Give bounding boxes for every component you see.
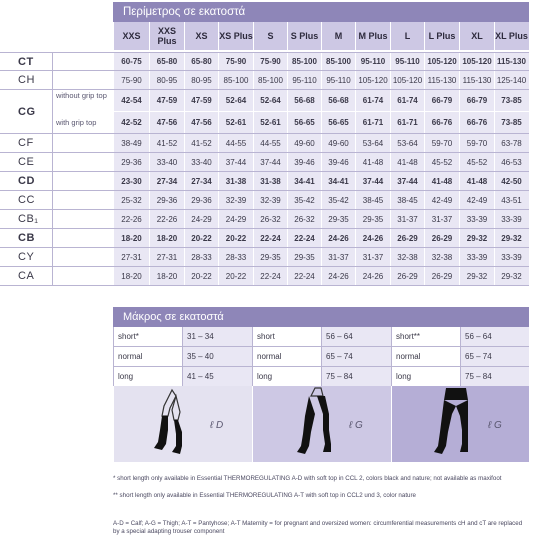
value-cell: 85-100 [287,53,321,70]
row-sublabel-cell [52,229,113,247]
value-cell: 56-65 [321,112,355,133]
value-cell: 61-71 [390,112,424,133]
value-cell: 33-39 [494,210,528,228]
value-cell: 59-70 [424,134,459,152]
length-label-cell: short** [391,327,460,346]
value-cell: 38-45 [355,191,390,209]
value-cell: 49-60 [321,134,355,152]
size-header-cell: S Plus [287,22,321,50]
value-cell: 85-100 [321,53,355,70]
value-cell: 59-70 [459,134,494,152]
measurement-row [0,172,529,191]
value-cell: 25-32 [113,191,149,209]
value-cell: 95-110 [321,71,355,89]
row-sublabel-cell [52,134,113,152]
footnote-short: * short length only available in Essential THERMOREGULATING A-D with soft top in CCL 2, colors black and nature; not available as maxifoot [113,475,502,482]
value-cell: 65-80 [184,53,218,70]
length-value-cell: 56 – 64 [460,327,529,346]
value-cell: 33-39 [494,248,528,266]
value-cell: 37-44 [355,172,390,190]
value-cell: 95-110 [390,53,424,70]
value-cell: 75-90 [113,71,149,89]
figure-caption-2: ℓ G [349,420,363,431]
row-label: CA [18,270,35,282]
value-cell: 18-20 [113,229,149,247]
row-label: CH [18,74,35,86]
value-cell: 61-74 [390,90,424,111]
sublabel-with-grip: with grip top [56,118,97,127]
value-cell: 80-95 [149,71,184,89]
length-value-cell: 75 – 84 [460,367,529,386]
size-header-cell: M Plus [355,22,390,50]
value-cell: 45-52 [424,153,459,171]
row-sublabel-cell [52,248,113,266]
length-label-cell: normal [113,347,182,366]
row-sublabel-cell [52,71,113,89]
value-cell: 27-31 [149,248,184,266]
size-header-cell: L Plus [424,22,459,50]
value-cell: 41-52 [149,134,184,152]
value-cell: 42-50 [494,172,528,190]
thigh-stocking-figure [252,386,391,462]
length-value-cell: 65 – 74 [460,347,529,366]
value-cell: 42-54 [113,90,149,111]
measurement-row [0,52,529,71]
length-label-cell: long [391,367,460,386]
value-cell: 95-110 [287,71,321,89]
length-table [113,327,529,387]
value-cell: 20-22 [184,267,218,285]
length-value-cell: 65 – 74 [321,347,391,366]
length-value-cell: 35 – 40 [182,347,252,366]
value-cell: 47-56 [149,112,184,133]
value-cell: 32-39 [253,191,287,209]
value-cell: 66-76 [459,112,494,133]
value-cell: 28-33 [218,248,253,266]
value-cell: 75-90 [218,53,253,70]
value-cell: 24-26 [355,229,390,247]
size-header-cell: XXS Plus [149,22,184,50]
pantyhose-figure [391,386,529,462]
value-cell: 66-76 [424,112,459,133]
measurement-row [0,191,529,210]
value-cell: 29-35 [253,248,287,266]
value-cell: 20-22 [184,229,218,247]
value-cell: 52-64 [218,90,253,111]
size-header-cell: XS Plus [218,22,253,50]
length-label-cell: short* [113,327,182,346]
value-cell: 41-52 [184,134,218,152]
value-cell: 63-78 [494,134,528,152]
figure-caption-3: ℓ G [488,420,502,431]
value-cell: 31-37 [355,248,390,266]
measurement-row [0,210,529,229]
value-cell: 26-32 [287,210,321,228]
row-sublabel-cell [52,172,113,190]
value-cell: 24-29 [218,210,253,228]
value-cell: 24-26 [321,229,355,247]
value-cell: 95-110 [355,53,390,70]
knee-stocking-icon [114,386,253,462]
value-cell: 29-35 [321,210,355,228]
value-cell: 37-44 [390,172,424,190]
length-label-cell: short [252,327,321,346]
value-cell: 29-35 [287,248,321,266]
value-cell: 66-79 [424,90,459,111]
value-cell: 20-22 [218,229,253,247]
value-cell: 125-140 [494,71,528,89]
thigh-stocking-icon [253,386,392,462]
row-sublabel-cell [52,90,113,133]
knee-stocking-figure [113,386,252,462]
value-cell: 65-80 [149,53,184,70]
row-label: CG [18,105,36,118]
size-header-cell: XS [184,22,218,50]
value-cell: 37-44 [253,153,287,171]
row-label: CC [18,194,35,206]
value-cell: 105-120 [355,71,390,89]
value-cell: 39-46 [321,153,355,171]
size-header-cell: XL [459,22,494,50]
value-cell: 34-41 [321,172,355,190]
value-cell: 26-29 [390,267,424,285]
length-value-cell: 75 – 84 [321,367,391,386]
value-cell: 52-64 [253,90,287,111]
value-cell: 45-52 [459,153,494,171]
value-cell: 24-29 [184,210,218,228]
value-cell: 29-36 [149,191,184,209]
pantyhose-icon [392,386,530,462]
value-cell: 23-30 [113,172,149,190]
value-cell: 37-44 [218,153,253,171]
value-cell: 29-32 [494,267,528,285]
row-label: CY [18,251,35,263]
value-cell: 46-53 [494,153,528,171]
length-label-cell: long [252,367,321,386]
length-label-cell: normal [252,347,321,366]
value-cell: 105-120 [390,71,424,89]
figure-row [113,386,529,462]
value-cell: 42-52 [113,112,149,133]
row-sublabel-cell [52,267,113,285]
value-cell: 24-26 [355,267,390,285]
value-cell: 73-85 [494,112,528,133]
size-header-cell: XXS [113,22,149,50]
length-title: Μάκρος σε εκατοστά [113,307,529,327]
value-cell: 42-49 [424,191,459,209]
row-sublabel-cell [52,153,113,171]
length-value-cell: 41 – 45 [182,367,252,386]
value-cell: 32-38 [424,248,459,266]
value-cell: 35-42 [321,191,355,209]
row-sublabel-cell [52,210,113,228]
value-cell: 80-95 [184,71,218,89]
value-cell: 34-41 [287,172,321,190]
value-cell: 53-64 [355,134,390,152]
value-cell: 53-64 [390,134,424,152]
value-cell: 29-36 [113,153,149,171]
value-cell: 33-40 [149,153,184,171]
length-label-cell: long [113,367,182,386]
value-cell: 26-29 [390,229,424,247]
value-cell: 33-40 [184,153,218,171]
sublabel-without-grip: without grip top [56,91,107,100]
size-header-row [113,22,529,50]
value-cell: 105-120 [459,53,494,70]
value-cell: 73-85 [494,90,528,111]
value-cell: 61-74 [355,90,390,111]
value-cell: 56-68 [321,90,355,111]
value-cell: 31-37 [424,210,459,228]
value-cell: 35-42 [287,191,321,209]
value-cell: 29-32 [494,229,528,247]
value-cell: 105-120 [424,53,459,70]
value-cell: 115-130 [459,71,494,89]
size-header-cell: M [321,22,355,50]
value-cell: 43-51 [494,191,528,209]
row-sublabel-cell [52,53,113,70]
value-cell: 38-45 [390,191,424,209]
value-cell: 32-39 [218,191,253,209]
row-label: CB₁ [18,213,39,225]
value-cell: 49-60 [287,134,321,152]
measurement-row [0,71,529,90]
value-cell: 47-56 [184,112,218,133]
value-cell: 28-33 [184,248,218,266]
value-cell: 61-71 [355,112,390,133]
length-row [113,347,529,367]
value-cell: 31-37 [321,248,355,266]
value-cell: 42-49 [459,191,494,209]
length-value-cell: 56 – 64 [321,327,391,346]
value-cell: 22-24 [287,229,321,247]
value-cell: 22-24 [253,229,287,247]
value-cell: 33-39 [459,248,494,266]
value-cell: 26-29 [424,229,459,247]
value-cell: 31-37 [390,210,424,228]
measurement-rows [0,52,529,286]
value-cell: 32-38 [390,248,424,266]
value-cell: 85-100 [253,71,287,89]
value-cell: 52-61 [218,112,253,133]
value-cell: 20-22 [218,267,253,285]
row-label: CT [18,55,34,68]
value-cell: 27-34 [184,172,218,190]
value-cell: 85-100 [218,71,253,89]
value-cell: 52-61 [253,112,287,133]
value-cell: 56-68 [287,90,321,111]
figure-caption-1: ℓ D [210,420,224,431]
value-cell: 26-32 [253,210,287,228]
row-sublabel-cell [52,191,113,209]
length-row [113,327,529,347]
value-cell: 41-48 [390,153,424,171]
value-cell: 22-24 [287,267,321,285]
value-cell: 41-48 [459,172,494,190]
measurement-row [0,134,529,153]
value-cell: 41-48 [355,153,390,171]
measurement-row [0,267,529,286]
value-cell: 75-90 [253,53,287,70]
value-cell: 29-36 [184,191,218,209]
value-cell: 38-49 [113,134,149,152]
row-label: CE [18,156,35,168]
value-cell: 41-48 [424,172,459,190]
value-cell: 24-26 [321,267,355,285]
legend-note: A-D = Calf; A-G = Thigh; A-T = Pantyhose; A-T Maternity = for pregnant and oversized women: circumferential measurements cH and cT are replaced by a special adapting trouser component [113,520,523,535]
value-cell: 31-38 [218,172,253,190]
measurement-row [0,229,529,248]
measurement-row [0,153,529,172]
size-header-cell: L [390,22,424,50]
size-header-cell: S [253,22,287,50]
value-cell: 31-38 [253,172,287,190]
value-cell: 18-20 [149,267,184,285]
value-cell: 115-130 [424,71,459,89]
row-label: CD [18,175,35,187]
value-cell: 29-32 [459,229,494,247]
value-cell: 22-24 [253,267,287,285]
value-cell: 44-55 [253,134,287,152]
value-cell: 47-59 [184,90,218,111]
value-cell: 47-59 [149,90,184,111]
measurement-row [0,90,529,134]
value-cell: 44-55 [218,134,253,152]
measurement-row [0,248,529,267]
value-cell: 60-75 [113,53,149,70]
length-row [113,367,529,387]
value-cell: 27-31 [113,248,149,266]
value-cell: 33-39 [459,210,494,228]
value-cell: 115-130 [494,53,528,70]
row-label: CB [18,232,35,244]
value-cell: 66-79 [459,90,494,111]
value-cell: 18-20 [113,267,149,285]
circumference-title: Περίμετρος σε εκατοστά [113,2,529,22]
row-label: CF [18,137,34,149]
value-cell: 56-65 [287,112,321,133]
value-cell: 22-26 [113,210,149,228]
value-cell: 29-35 [355,210,390,228]
footnote-short-2: ** short length only available in Essential THERMOREGULATING A-T with soft top in CCL2 und 3, color nature [113,492,416,499]
length-label-cell: normal [391,347,460,366]
value-cell: 22-26 [149,210,184,228]
value-cell: 27-34 [149,172,184,190]
value-cell: 39-46 [287,153,321,171]
length-value-cell: 31 – 34 [182,327,252,346]
value-cell: 29-32 [459,267,494,285]
size-header-cell: XL Plus [494,22,528,50]
value-cell: 26-29 [424,267,459,285]
value-cell: 18-20 [149,229,184,247]
